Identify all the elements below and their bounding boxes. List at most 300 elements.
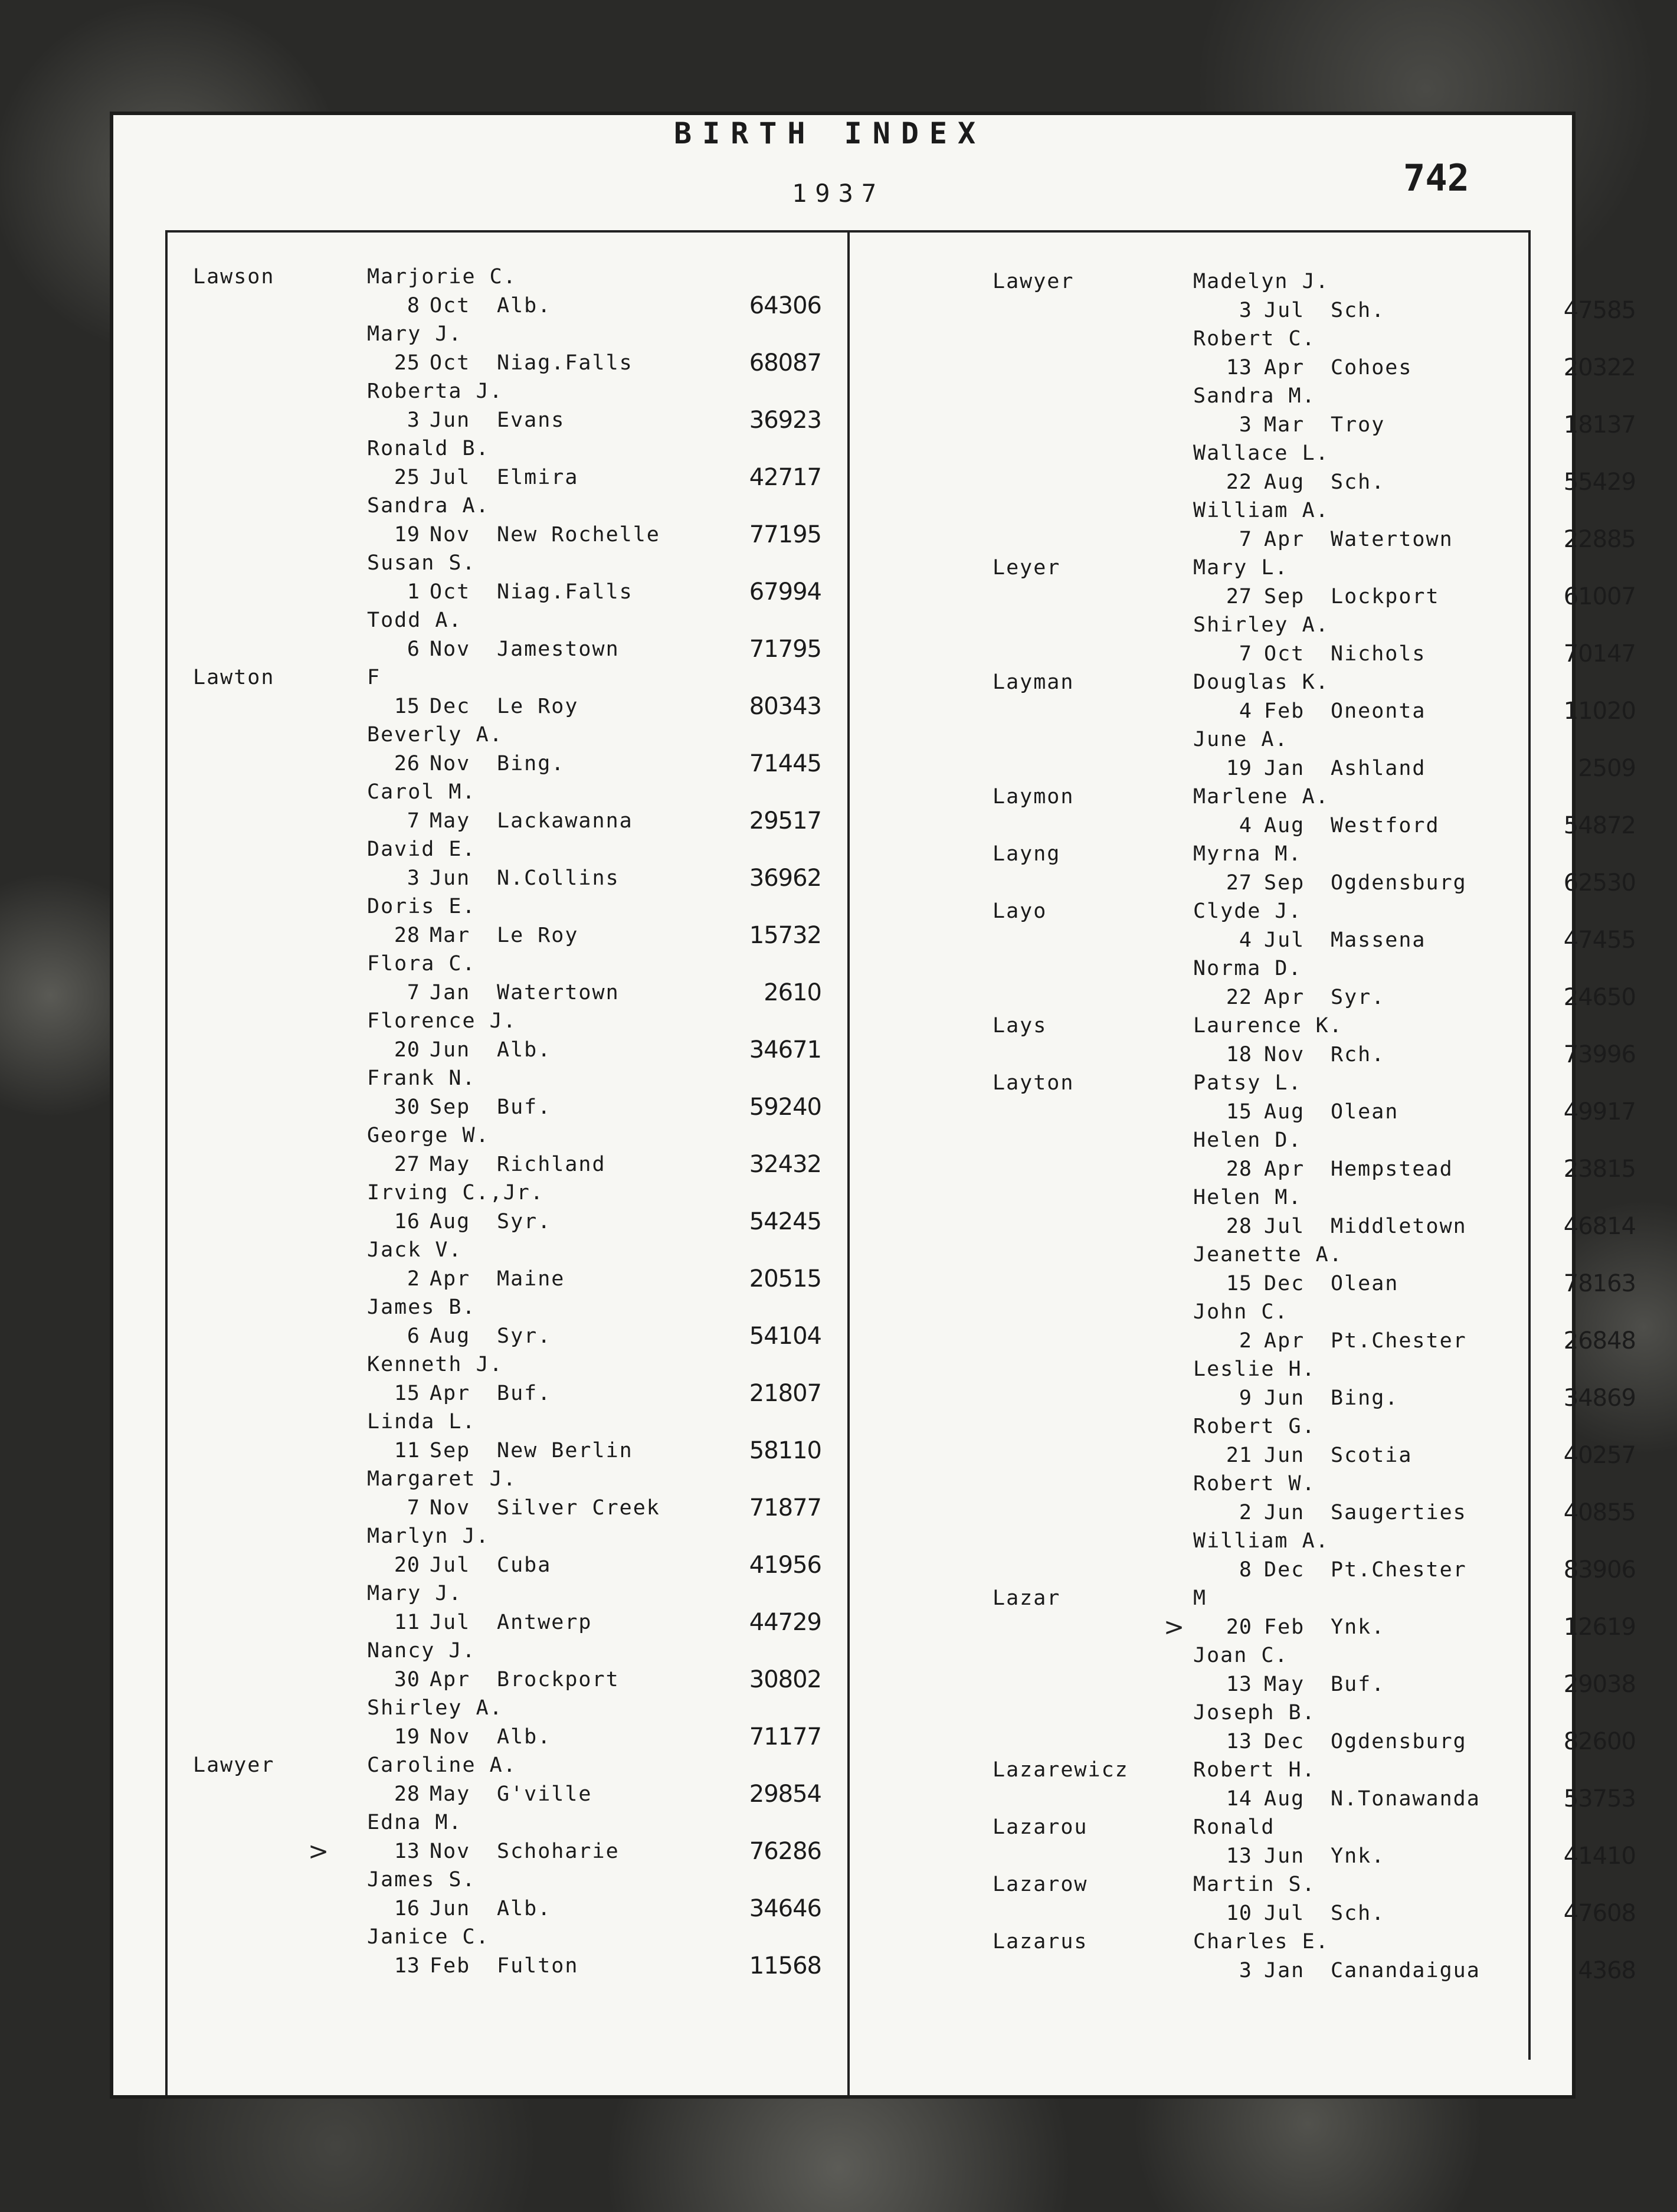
entry-name-line — [113, 1350, 847, 1379]
entry-given-name: Jeanette A. — [1193, 1243, 1343, 1267]
entry-certificate-number: 29854 — [749, 1780, 821, 1808]
entry-month: Apr — [430, 1381, 471, 1405]
entry-month: May — [430, 1152, 471, 1176]
entry-detail-line — [851, 697, 1636, 726]
entry-month: May — [1264, 1672, 1305, 1696]
entry-detail-line — [113, 1150, 847, 1179]
entry-place: Middletown — [1331, 1214, 1467, 1238]
entry-name-line — [113, 1179, 847, 1208]
entry-day: 4 — [1239, 928, 1252, 952]
entry-place: Sch. — [1331, 470, 1386, 494]
entry-given-name: Sandra M. — [1193, 384, 1316, 408]
entry-place: Buf. — [497, 1381, 552, 1405]
entry-given-name: Mary J. — [367, 1582, 463, 1605]
entry-certificate-number: 41956 — [749, 1551, 821, 1579]
entry-detail-line — [851, 1269, 1636, 1298]
entry-given-name: Laurence K. — [1193, 1014, 1343, 1038]
entry-name-line — [113, 263, 847, 292]
entry-certificate-number: 53753 — [1563, 1785, 1636, 1812]
entry-certificate-number: 29038 — [1563, 1670, 1636, 1698]
entry-place: Watertown — [497, 980, 620, 1004]
entry-certificate-number: 54872 — [1563, 811, 1636, 839]
entry-day: 8 — [407, 293, 420, 318]
entry-place: Buf. — [1331, 1672, 1386, 1696]
entry-place: Canandaigua — [1331, 1958, 1481, 1982]
entry-certificate-number: 47585 — [1563, 296, 1636, 324]
entry-month: Aug — [1264, 1786, 1305, 1811]
entry-place: Bing. — [1331, 1386, 1399, 1410]
entry-day: 7 — [407, 980, 420, 1004]
entry-name-line — [113, 492, 847, 521]
left-index-column — [113, 263, 847, 1980]
entry-place: Jamestown — [497, 637, 620, 661]
column-divider — [847, 230, 850, 2095]
entry-name-line — [113, 1522, 847, 1551]
entry-place: Cohoes — [1331, 355, 1413, 379]
entry-given-name: Shirley A. — [1193, 613, 1329, 637]
entry-day: 20 — [394, 1553, 420, 1577]
entry-detail-line — [113, 1494, 847, 1523]
entry-month: Jun — [1264, 1844, 1305, 1868]
entry-name-line — [851, 668, 1528, 697]
entry-place: Antwerp — [497, 1610, 592, 1634]
entry-detail-line — [851, 525, 1636, 554]
entry-day: 13 — [394, 1954, 420, 1978]
entry-place: Pt.Chester — [1331, 1328, 1467, 1353]
entry-place: Watertown — [1331, 527, 1453, 551]
entry-certificate-number: 47455 — [1563, 926, 1636, 954]
entry-day: 15 — [394, 1381, 420, 1405]
entry-surname: Lawyer — [993, 270, 1075, 293]
entry-detail-line — [113, 1780, 847, 1809]
entry-place: Cuba — [497, 1553, 552, 1577]
entry-given-name: Irving C.,Jr. — [367, 1181, 544, 1205]
entry-detail-line — [851, 1498, 1636, 1527]
entry-day: 19 — [1226, 756, 1252, 780]
entry-day: 22 — [1226, 470, 1252, 494]
entry-surname: Lawson — [193, 265, 275, 289]
entry-name-line — [851, 1298, 1528, 1327]
entry-place: G'ville — [497, 1782, 592, 1806]
entry-place: Ynk. — [1331, 1844, 1386, 1868]
entry-place: N.Collins — [497, 866, 620, 890]
entry-given-name: Joseph B. — [1193, 1701, 1316, 1725]
entry-day: 4 — [1239, 699, 1252, 723]
entry-detail-line — [113, 635, 847, 664]
entry-day: 9 — [1239, 1386, 1252, 1410]
entry-given-name: Frank N. — [367, 1066, 476, 1090]
entry-given-name: Robert W. — [1193, 1472, 1316, 1496]
entry-day: 28 — [394, 923, 420, 947]
entry-certificate-number: 12619 — [1563, 1613, 1636, 1641]
entry-name-line — [113, 434, 847, 463]
entry-certificate-number: 20322 — [1563, 354, 1636, 381]
entry-day: 28 — [1226, 1214, 1252, 1238]
entry-surname: Lazarewicz — [993, 1758, 1129, 1782]
entry-certificate-number: 42717 — [749, 463, 821, 491]
entry-given-name: Myrna M. — [1193, 842, 1302, 866]
entry-month: Nov — [430, 637, 471, 661]
entry-day: 27 — [1226, 871, 1252, 895]
entry-day: 15 — [1226, 1271, 1252, 1295]
entry-day: 2 — [407, 1267, 420, 1291]
entry-certificate-number: 40257 — [1563, 1441, 1636, 1469]
entry-month: Jun — [430, 1038, 471, 1062]
entry-name-line — [113, 721, 847, 750]
entry-detail-line — [113, 1379, 847, 1408]
entry-certificate-number: 47608 — [1563, 1899, 1636, 1927]
entry-day: 13 — [1226, 1844, 1252, 1868]
entry-given-name: David E. — [367, 837, 476, 861]
entry-place: Evans — [497, 408, 565, 432]
entry-day: 10 — [1226, 1901, 1252, 1925]
entry-name-line — [113, 1064, 847, 1093]
entry-place: Rch. — [1331, 1042, 1386, 1066]
entry-name-line — [113, 835, 847, 864]
entry-day: 7 — [407, 1496, 420, 1520]
entry-certificate-number: 22885 — [1563, 525, 1636, 553]
entry-certificate-number: 80343 — [749, 692, 821, 720]
entry-detail-line — [851, 1384, 1636, 1413]
entry-month: Apr — [1264, 355, 1305, 379]
entry-month: Dec — [430, 694, 471, 718]
entry-month: May — [430, 1782, 471, 1806]
entry-certificate-number: 62530 — [1563, 869, 1636, 896]
entry-given-name: Douglas K. — [1193, 670, 1329, 694]
entry-detail-line — [113, 807, 847, 836]
entry-given-name: June A. — [1193, 728, 1289, 751]
entry-surname: Layman — [993, 670, 1075, 694]
entry-certificate-number: 4368 — [1578, 1956, 1636, 1984]
entry-certificate-number: 23815 — [1563, 1155, 1636, 1183]
entry-month: Jun — [1264, 1443, 1305, 1467]
entry-certificate-number: 71445 — [749, 750, 821, 777]
entry-name-line — [851, 1527, 1528, 1556]
entry-name-line — [851, 897, 1528, 926]
entry-given-name: Marlyn J. — [367, 1524, 490, 1548]
entry-place: New Rochelle — [497, 522, 660, 547]
entry-given-name: William A. — [1193, 1529, 1329, 1553]
entry-month: Jul — [1264, 928, 1305, 952]
entry-detail-line — [113, 1551, 847, 1580]
entry-given-name: George W. — [367, 1124, 490, 1147]
entry-place: Sch. — [1331, 298, 1386, 322]
entry-day: 16 — [394, 1209, 420, 1233]
entry-month: Aug — [1264, 1100, 1305, 1124]
entry-name-line — [113, 549, 847, 578]
entry-given-name: Edna M. — [367, 1811, 463, 1834]
entry-certificate-number: 34646 — [749, 1894, 821, 1922]
entry-name-line — [113, 1808, 847, 1837]
entry-surname: Lazarus — [993, 1930, 1088, 1954]
entry-certificate-number: 11020 — [1563, 697, 1636, 725]
entry-day: 13 — [394, 1839, 420, 1863]
entry-day: 27 — [1226, 584, 1252, 608]
entry-day: 7 — [1239, 642, 1252, 666]
entry-day: 28 — [394, 1782, 420, 1806]
entry-name-line — [113, 1465, 847, 1494]
entry-place: Maine — [497, 1267, 565, 1291]
entry-name-line — [851, 496, 1528, 525]
entry-month: Feb — [1264, 1615, 1305, 1639]
entry-certificate-number: 30802 — [749, 1665, 821, 1693]
entry-day: 2 — [1239, 1328, 1252, 1353]
entry-given-name: Robert G. — [1193, 1415, 1316, 1438]
entry-given-name: Flora C. — [367, 952, 476, 976]
entry-detail-line — [113, 1437, 847, 1465]
entry-day: 6 — [407, 637, 420, 661]
entry-name-line — [113, 377, 847, 406]
entry-day: 2 — [1239, 1500, 1252, 1524]
entry-month: Mar — [1264, 413, 1305, 437]
entry-given-name: M — [1193, 1586, 1207, 1610]
entry-given-name: Caroline A. — [367, 1753, 517, 1777]
entry-given-name: Patsy L. — [1193, 1071, 1302, 1095]
entry-month: Nov — [430, 1496, 471, 1520]
entry-place: Schoharie — [497, 1839, 620, 1863]
entry-place: Massena — [1331, 928, 1426, 952]
entry-given-name: Madelyn J. — [1193, 270, 1329, 293]
entry-given-name: Helen M. — [1193, 1186, 1302, 1209]
entry-detail-line — [113, 1208, 847, 1236]
top-rule — [165, 230, 1528, 233]
entry-name-line — [851, 1241, 1528, 1269]
entry-certificate-number: 2509 — [1578, 754, 1636, 782]
entry-detail-line — [113, 864, 847, 893]
entry-given-name: F — [367, 666, 381, 689]
entry-detail-line — [851, 296, 1636, 325]
entry-given-name: Florence J. — [367, 1009, 517, 1033]
entry-place: N.Tonawanda — [1331, 1786, 1481, 1811]
entry-certificate-number: 21807 — [749, 1379, 821, 1407]
entry-certificate-number: 41410 — [1563, 1842, 1636, 1870]
entry-month: Jul — [1264, 1901, 1305, 1925]
entry-given-name: Wallace L. — [1193, 441, 1329, 465]
entry-detail-line — [851, 1785, 1636, 1814]
entry-month: Aug — [430, 1324, 471, 1348]
entry-name-line — [851, 267, 1528, 296]
entry-detail-line — [113, 1723, 847, 1752]
entry-month: Jul — [1264, 298, 1305, 322]
entry-month: May — [430, 809, 471, 833]
entry-detail-line — [851, 983, 1636, 1012]
entry-detail-line — [851, 1040, 1636, 1069]
entry-detail-line — [851, 1670, 1636, 1699]
entry-month: Apr — [430, 1667, 471, 1691]
entry-name-line — [113, 1121, 847, 1150]
page-title: BIRTH INDEX — [674, 116, 987, 150]
entry-given-name: Shirley A. — [367, 1696, 503, 1720]
entry-detail-line — [113, 463, 847, 492]
entry-given-name: Kenneth J. — [367, 1353, 503, 1376]
entry-name-line — [851, 954, 1528, 983]
entry-name-line — [851, 1355, 1528, 1384]
entry-name-line — [113, 892, 847, 921]
entry-month: Dec — [1264, 1729, 1305, 1753]
entry-month: Apr — [1264, 527, 1305, 551]
entry-month: Dec — [1264, 1557, 1305, 1582]
entry-certificate-number: 77195 — [749, 521, 821, 548]
entry-day: 25 — [394, 351, 420, 375]
entry-detail-line — [113, 578, 847, 607]
entry-certificate-number: 54104 — [749, 1322, 821, 1350]
entry-given-name: Norma D. — [1193, 957, 1302, 980]
entry-place: Fulton — [497, 1954, 579, 1978]
entry-detail-line — [113, 1952, 847, 1981]
entry-day: 11 — [394, 1610, 420, 1634]
entry-detail-line — [113, 692, 847, 721]
entry-given-name: Sandra A. — [367, 494, 490, 518]
entry-given-name: Ronald — [1193, 1815, 1275, 1839]
entry-name-line — [113, 606, 847, 635]
entry-name-line — [851, 1813, 1528, 1842]
entry-place: Lockport — [1331, 584, 1440, 608]
entry-detail-line — [113, 979, 847, 1007]
entry-surname: Layng — [993, 842, 1061, 866]
entry-detail-line — [851, 1899, 1636, 1928]
entry-day: 4 — [1239, 813, 1252, 837]
entry-certificate-number: 76286 — [749, 1837, 821, 1865]
entry-surname: Layton — [993, 1071, 1075, 1095]
entry-certificate-number: 34671 — [749, 1036, 821, 1064]
entry-place: Westford — [1331, 813, 1440, 837]
entry-day: 3 — [1239, 413, 1252, 437]
entry-certificate-number: 73996 — [1563, 1040, 1636, 1068]
entry-name-line — [851, 1928, 1528, 1956]
entry-certificate-number: 59240 — [749, 1093, 821, 1121]
entry-place: Alb. — [497, 1725, 552, 1749]
entry-given-name: James B. — [367, 1295, 476, 1319]
entry-given-name: John C. — [1193, 1300, 1289, 1324]
entry-detail-line — [851, 1842, 1636, 1871]
entry-name-line — [851, 1069, 1528, 1098]
entry-day: 6 — [407, 1324, 420, 1348]
entry-month: Aug — [1264, 470, 1305, 494]
entry-month: Jun — [430, 866, 471, 890]
entry-detail-line — [113, 1265, 847, 1294]
entry-given-name: Clyde J. — [1193, 899, 1302, 923]
entry-detail-line — [113, 1608, 847, 1637]
entry-given-name: Margaret J. — [367, 1467, 517, 1491]
entry-given-name: Marlene A. — [1193, 785, 1329, 809]
entry-place: Pt.Chester — [1331, 1557, 1467, 1582]
entry-month: Apr — [1264, 1157, 1305, 1181]
entry-certificate-number: 34869 — [1563, 1384, 1636, 1412]
entry-given-name: Helen D. — [1193, 1128, 1302, 1152]
entry-name-line — [851, 1870, 1528, 1899]
entry-given-name: Beverly A. — [367, 723, 503, 747]
entry-month: Sep — [430, 1095, 471, 1119]
entry-month: Nov — [430, 1839, 471, 1863]
entry-month: Nov — [1264, 1042, 1305, 1066]
entry-certificate-number: 29517 — [749, 807, 821, 835]
entry-certificate-number: 11568 — [749, 1952, 821, 1979]
entry-day: 19 — [394, 522, 420, 547]
entry-month: Jun — [430, 408, 471, 432]
entry-detail-line — [851, 1155, 1636, 1184]
entry-place: Syr. — [497, 1324, 552, 1348]
entry-name-line — [851, 439, 1528, 468]
index-page — [113, 115, 1636, 2095]
entry-surname: Lays — [993, 1014, 1047, 1038]
entry-day: 30 — [394, 1095, 420, 1119]
entry-month: Jan — [1264, 756, 1305, 780]
entry-detail-line — [113, 1665, 847, 1694]
entry-certificate-number: 61007 — [1563, 583, 1636, 610]
entry-day: 22 — [1226, 985, 1252, 1009]
entry-surname: Lazarow — [993, 1873, 1088, 1896]
entry-certificate-number: 55429 — [1563, 468, 1636, 496]
entry-place: Troy — [1331, 413, 1386, 437]
entry-surname: Lazar — [993, 1586, 1061, 1610]
entry-given-name: Roberta J. — [367, 379, 503, 403]
entry-certificate-number: 68087 — [749, 349, 821, 377]
entry-detail-line — [851, 411, 1636, 440]
entry-given-name: Mary L. — [1193, 556, 1289, 580]
entry-certificate-number: 40855 — [1563, 1498, 1636, 1526]
entry-month: Aug — [430, 1209, 471, 1233]
entry-day: 8 — [1239, 1557, 1252, 1582]
entry-place: Elmira — [497, 465, 579, 489]
entry-place: Bing. — [497, 751, 565, 775]
entry-detail-line — [851, 1727, 1636, 1756]
entry-certificate-number: 54245 — [749, 1208, 821, 1235]
entry-name-line — [113, 320, 847, 349]
entry-detail-line — [851, 1556, 1636, 1585]
entry-month: Oct — [430, 580, 471, 604]
entry-day: 20 — [1226, 1615, 1252, 1639]
entry-certificate-number: 36923 — [749, 406, 821, 434]
entry-day: 3 — [407, 408, 420, 432]
entry-month: Jul — [430, 1553, 471, 1577]
entry-month: Feb — [430, 1954, 471, 1978]
entry-given-name: Janice C. — [367, 1925, 490, 1949]
entry-month: Apr — [1264, 985, 1305, 1009]
entry-place: Syr. — [497, 1209, 552, 1233]
entry-day: 14 — [1226, 1786, 1252, 1811]
entry-given-name: Mary J. — [367, 322, 463, 346]
entry-day: 27 — [394, 1152, 420, 1176]
entry-name-line — [851, 325, 1528, 354]
entry-place: Buf. — [497, 1095, 552, 1119]
entry-given-name: Jack V. — [367, 1238, 463, 1262]
entry-place: Niag.Falls — [497, 580, 633, 604]
entry-place: Le Roy — [497, 694, 579, 718]
entry-name-line — [851, 1756, 1528, 1785]
entry-certificate-number: 71177 — [749, 1723, 821, 1750]
entry-surname: Laymon — [993, 785, 1075, 809]
entry-place: Saugerties — [1331, 1500, 1467, 1524]
entry-detail-line — [851, 811, 1636, 840]
entry-detail-line — [851, 1212, 1636, 1241]
entry-day: 11 — [394, 1438, 420, 1462]
entry-month: Nov — [430, 522, 471, 547]
entry-place: Alb. — [497, 293, 552, 318]
entry-day: 15 — [394, 694, 420, 718]
entry-detail-line — [113, 521, 847, 549]
entry-detail-line — [113, 750, 847, 778]
entry-place: Ynk. — [1331, 1615, 1386, 1639]
entry-place: Hempstead — [1331, 1157, 1453, 1181]
entry-given-name: Susan S. — [367, 551, 476, 575]
entry-month: Nov — [430, 1725, 471, 1749]
entry-certificate-number: 78163 — [1563, 1269, 1636, 1297]
entry-name-line — [113, 950, 847, 979]
entry-name-line — [851, 840, 1528, 869]
entry-name-line — [851, 725, 1528, 754]
entry-certificate-number: 64306 — [749, 292, 821, 319]
entry-given-name: Robert C. — [1193, 327, 1316, 351]
